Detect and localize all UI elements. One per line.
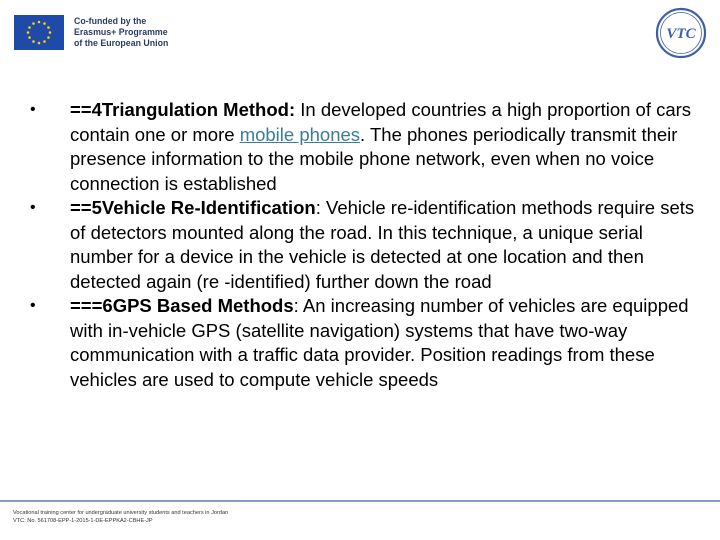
vtc-logo-text: VTC: [666, 26, 696, 42]
mobile-phones-link[interactable]: mobile phones: [239, 123, 361, 145]
eu-logo-line-3: of the European Union: [74, 38, 169, 48]
bullet-marker: •: [30, 297, 36, 314]
footer-text: [13, 510, 228, 525]
bullet-marker: •: [30, 199, 36, 216]
footer-divider: [0, 500, 720, 502]
bullet-title: GPS Based Methods: [112, 295, 294, 316]
vtc-logo-icon: [655, 7, 707, 59]
eu-logo-text: [74, 16, 168, 49]
bullet-item: [30, 98, 700, 196]
eu-logo-line-1: Co-funded by the: [74, 16, 147, 26]
eu-logo: [14, 15, 196, 51]
slide-content: [30, 98, 700, 392]
bullet-marker: •: [30, 101, 36, 118]
eu-logo-line-2: Erasmus+ Programme: [74, 27, 168, 37]
bullet-prefix: ==5: [70, 197, 102, 218]
eu-flag-icon: [14, 15, 64, 50]
bullet-title: Vehicle Re-Identification: [101, 197, 316, 218]
bullet-body: In developed countries a high proportion of cars contain one or more: [70, 99, 692, 145]
bullet-item: [30, 196, 700, 294]
bullet-title: Triangulation Method:: [101, 99, 296, 120]
bullet-item: [30, 294, 700, 392]
bullet-body: : An increasing number of vehicles are equipped with in-vehicle GPS (satellite navigation) systems that have two-way communication with a traffic data provider. Position readings from these vehicles are used to compute vehicle speeds: [70, 295, 689, 390]
bullet-body-cont: . The phones periodically transmit their presence information to the mobile phone network, even when no voice connection is established: [70, 123, 678, 194]
footer-line-2: VTC: No. 561708-EPP-1-2015-1-DE-EPPKA2-CBHE-JP: [13, 517, 153, 524]
bullet-body: : Vehicle re-identification methods require sets of detectors mounted along the road. In this technique, a unique serial number for a device in the vehicle is detected at one location and then detected again (re -identified) further down the road: [70, 197, 695, 292]
footer-line-1: Vocational training center for undergraduate university students and teachers in Jordan: [13, 510, 229, 516]
bullet-prefix: ===6: [70, 295, 113, 316]
bullet-prefix: ==4: [70, 99, 102, 120]
